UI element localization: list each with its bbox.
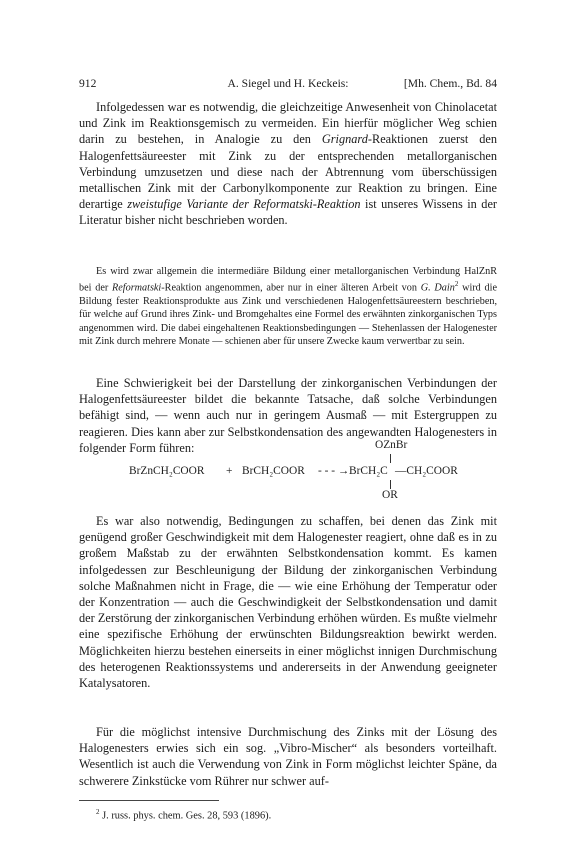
small-print-note: Es wird zwar allgemein die intermediäre Bildung einer metallorganischen Verbindung HalZnR bei der Reformatski-Reaktion angenommen, aber nur in einer älteren Arbeit von G. Dain$^2$ wird die Bildung fester Reaktionsprodukte aus Zink und verschiedenen Halogenfettsäureestern beschrieben, für welche auf Grund ihres Zink- und Bromgehaltes eine Formel des erwähnten zinkorganischen Typs angenommen wird. Die dabei eingehaltenen Reaktionsbedingungen — Stehenlassen der Halogenester mit Zink durch mehrere Monate — schienen aber für unsere Zwecke kaum verwertbar zu sein. bbox=[79, 266, 497, 347]
reaction-equation bbox=[79, 439, 497, 504]
paragraph-2: Eine Schwierigkeit bei der Darstellung der zinkorganischen Verbindungen der Halogenfettsäureester bildet die bekannte Tatsache, daß solche Verbindungen befähigt sind, — wenn auch nur in geringem Ausmaß — mit Estergruppen zu reagieren. Dies kann aber zur Selbstkondensation des angewandten Halogenesters in folgender Form führen: bbox=[79, 376, 497, 455]
page-number: 912 bbox=[79, 77, 97, 90]
footnote-divider bbox=[79, 800, 219, 801]
running-head-authors: A. Siegel und H. Keckeis: bbox=[227, 77, 349, 90]
formula-product-left: BrCH₂C bbox=[349, 465, 388, 477]
reformatski-term: Reformatski bbox=[112, 282, 162, 294]
formula-product-right: —CH₂COOR bbox=[395, 465, 458, 477]
formula-bond-top bbox=[390, 454, 391, 463]
formula-bond-bottom bbox=[390, 480, 391, 489]
formula-top-group: OZnBr bbox=[375, 439, 408, 451]
dain-author: G. Dain bbox=[420, 282, 455, 294]
paragraph-1: Infolgedessen war es notwendig, die gleichzeitige Anwesenheit von Chinolacetat und Zink im Reaktionsgemisch zu vermeiden. Ein hierfür möglicher Weg schien darin zu bestehen, in Analogie zu den Grignard-Reaktionen zuerst den Halogenfettsäureester mit Zink zu der entsprechenden metallorganischen Verbindung umzusetzen und diese nach der Abtrennung vom überschüssigen metallischen Zink mit der Carbonylkomponente zur Reaktion zu bringen. Eine derartige zweistufige Variante der Reformatski-Reaktion ist unseres Wissens in der Literatur bisher nicht beschrieben worden. bbox=[79, 100, 497, 228]
formula-plus: + bbox=[226, 465, 233, 477]
running-head-journal: [Mh. Chem., Bd. 84 bbox=[403, 77, 497, 90]
paragraph-3: Es war also notwendig, Bedingungen zu schaffen, bei denen das Zink mit genügend großer Geschwindigkeit mit dem Halogenester reagiert, ohne daß es in zu großem Maßstab zu der erwähnten Selbstkondensation kommt. Es kamen infolgedessen zur Beschleunigung der Bildung der zinkorganischen Verbindung solche Maßnahmen nicht in Frage, die — wie eine Erhöhung der Temperatur oder der Konzentration — auch die Geschwindigkeit der Selbstkondensation und damit der Zerstörung der zinkorganischen Verbindung erhöhen würden. Es mußte vielmehr eine spezifische Erhöhung der erwünschten Bildungsreaktion bewirkt werden. Möglichkeiten hierzu bestehen einerseits in einer möglichst innigen Durchmischung des heterogenen Reaktionssystems und andererseits in der Anwendung geeigneter Katalysatoren. bbox=[79, 514, 497, 691]
formula-bottom-group: OR bbox=[382, 489, 398, 501]
footnote-text: J. russ. phys. chem. Ges. 28, 593 (1896). bbox=[99, 810, 272, 822]
running-head bbox=[79, 76, 497, 92]
footnote-reference: 2 bbox=[454, 280, 459, 289]
paragraph-4: Für die möglichst intensive Durchmischung des Zinks mit der Lösung des Halogenesters erwies sich ein sog. „Vibro-Mischer“ als besonders vorteilhaft. Wesentlich ist auch die Verwendung von Zink in Form möglichst leichter Späne, da schwerere Zinkstücke vom Rührer nur schwer auf- bbox=[79, 725, 497, 788]
footnote-marker: 2 bbox=[96, 808, 100, 816]
variant-term: zweistufige Variante der Reformatski-Reaktion bbox=[127, 197, 361, 212]
formula-reactant-1: BrZnCH₂COOR bbox=[129, 465, 205, 477]
footnote bbox=[96, 805, 496, 823]
formula-arrow: - - - → bbox=[318, 465, 350, 477]
grignard-term: Grignard bbox=[321, 132, 368, 147]
formula-reactant-2: BrCH₂COOR bbox=[242, 465, 305, 477]
